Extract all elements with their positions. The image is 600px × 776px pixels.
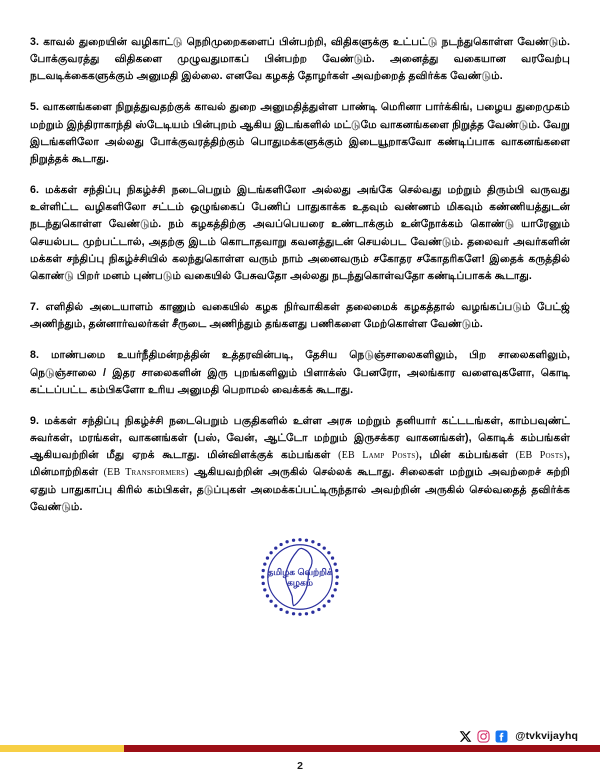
paragraph-item-9 (30, 413, 570, 516)
x-twitter-icon[interactable] (458, 729, 472, 743)
seal-text-line2: கழகம் (287, 577, 313, 588)
paragraph-item-6: 6. மக்கள் சந்திப்பு நிகழ்ச்சி நடைபெறும் இடங்களிலோ அல்லது அங்கே செல்வது மற்றும் திரும்பி வருவது உள்ளிட்ட வழிகளிலோ சட்டம் ஒழுங்கைப் பேணிப் பாதுகாக்க உதவும் வண்ணம் மிகவும் கண்ணியத்துடன் நடந்துகொள்ள வேண்டும். நம் கழகத்திற்கு அவப்பெயரை உண்டாக்கும் உன்நோக்கம் கொண்டு யாரேனும் செயல்பட முற்பட்டால், அதற்கு இடம் கொடாதவாறு கவனத்துடன் செயல்பட வேண்டும். தலைவர் அவர்களின் மக்கள் சந்திப்பு நிகழ்ச்சியில் கலந்துகொள்ள வரும் நாம் அனைவரும் சகோதர சகோதரிகளே! இதைக் கருத்தில் கொண்டு பிறர் மனம் புண்படும் வகையில் பேசுவதோ அல்லது நடந்துகொள்வதோ கண்டிப்பாகக் கூடாது. (30, 184, 570, 282)
paragraph-item-8: 8. மாண்பமை உயர்நீதிமன்றத்தின் உத்தரவின்படி, தேசிய நெடுஞ்சாலைகளிலும், பிற சாலைகளிலும், நெடுஞ்சாலை / இதர சாலைகளின் இரு புறங்களிலும் பிளாக்ஸ் பேனரோ, அலங்கார வளைவுகளோ, கொடி கட்டப்பட்ட கம்பிகளோ உரிய அனுமதி பெறாமல் வைக்கக் கூடாது. (30, 349, 570, 396)
paragraph-item-5: 5. வாகனங்களை நிறுத்துவதற்குக் காவல் துறை அனுமதித்துள்ள பாண்டி மெரினா பார்க்கிங், பழைய துறைமுகம் மற்றும் இந்திராகாந்தி ஸ்டேடியம் பின்புறம் ஆகிய இடங்களில் மட்டுமே வாகனங்களை நிறுத்த வேண்டும். வேறு இடங்களிலோ அல்லது போக்குவரத்திற்கும் பொதுமக்களுக்கும் இடையூறாகவோ கண்டிப்பாக வாகனங்களை நிறுத்தக் கூடாது. (30, 101, 570, 165)
footer-color-bars (0, 745, 600, 752)
tvk-party-seal (257, 534, 343, 620)
page-footer (0, 712, 600, 776)
instagram-icon[interactable] (476, 729, 490, 743)
facebook-icon[interactable] (494, 729, 508, 743)
social-handle-text: @tvkvijayhq (515, 730, 578, 742)
footer-bar-red (124, 745, 600, 752)
tvk-seal-icon (257, 534, 343, 620)
paragraph-item-9-eng-transformers: (EB Transformers) (103, 467, 189, 479)
paragraph-item-9-eng-posts: (EB Posts) (515, 450, 567, 462)
paragraph-item-9-seg-1: 9. மக்கள் சந்திப்பு நிகழ்ச்சி நடைபெறும் பகுதிகளில் உள்ள அரசு மற்றும் தனியார் கட்டடங்கள், காம்பவுண்ட் சுவர்கள், மரங்கள், வாகனங்கள் (பஸ், வேன், ஆட்டோ மற்றும் இருசக்கர வாகனங்கள்), கொடிக் கம்பங்கள் ஆகியவற்றின் மீது ஏறக் கூடாது. மின்விளக்குக் கம்பங்கள் (30, 414, 570, 462)
seal-text-line1: தமிழக வெற்றிக் (267, 566, 333, 577)
footer-bar-yellow (0, 745, 124, 752)
social-handles (458, 728, 578, 744)
paragraph-item-9-seg-2: , மின் கம்பங்கள் (418, 449, 516, 462)
paragraph-item-9-eng-lamp-posts: (EB Lamp Posts) (338, 450, 419, 462)
paragraph-item-3: 3. காவல் துறையின் வழிகாட்டு நெறிமுறைகளைப் பின்பற்றி, விதிகளுக்கு உட்பட்டு நடந்துகொள்ள வேண்டும். போக்குவரத்து விதிகளை முழுவதுமாகப் பின்பற்ற வேண்டும். அனைத்து வகையான வரவேற்பு நடவடிக்கைகளுக்கும் அனுமதி இல்லை. எனவே கழகத் தோழர்கள் அவற்றைத் தவிர்க்க வேண்டும். (30, 36, 570, 83)
paragraph-item-7: 7. எளிதில் அடையாளம் காணும் வகையில் கழக நிர்வாகிகள் தலைமைக் கழகத்தால் வழங்கப்படும் பேட்ஜ் அணிந்தும், தன்னார்வலர்கள் சீருடை அணிந்தும் தங்களது பணிகளை மேற்கொள்ள வேண்டும். (30, 301, 570, 331)
paragraph-item-9-seg-3: , மின்மாற்றிகள் (30, 449, 570, 479)
paragraph-item-9-seg-4: ஆகியவற்றின் அருகில் செல்லக் கூடாது. சிலைகள் மற்றும் அவற்றைச் சுற்றி ஏதும் பாதுகாப்பு கிரில் கம்பிகள், தடுப்புகள் அமைக்கப்பட்டிருந்தால் அவற்றின் அருகில் செல்வதைத் தவிர்க்க வேண்டும். (30, 466, 571, 513)
page-number: 2 (297, 760, 303, 772)
